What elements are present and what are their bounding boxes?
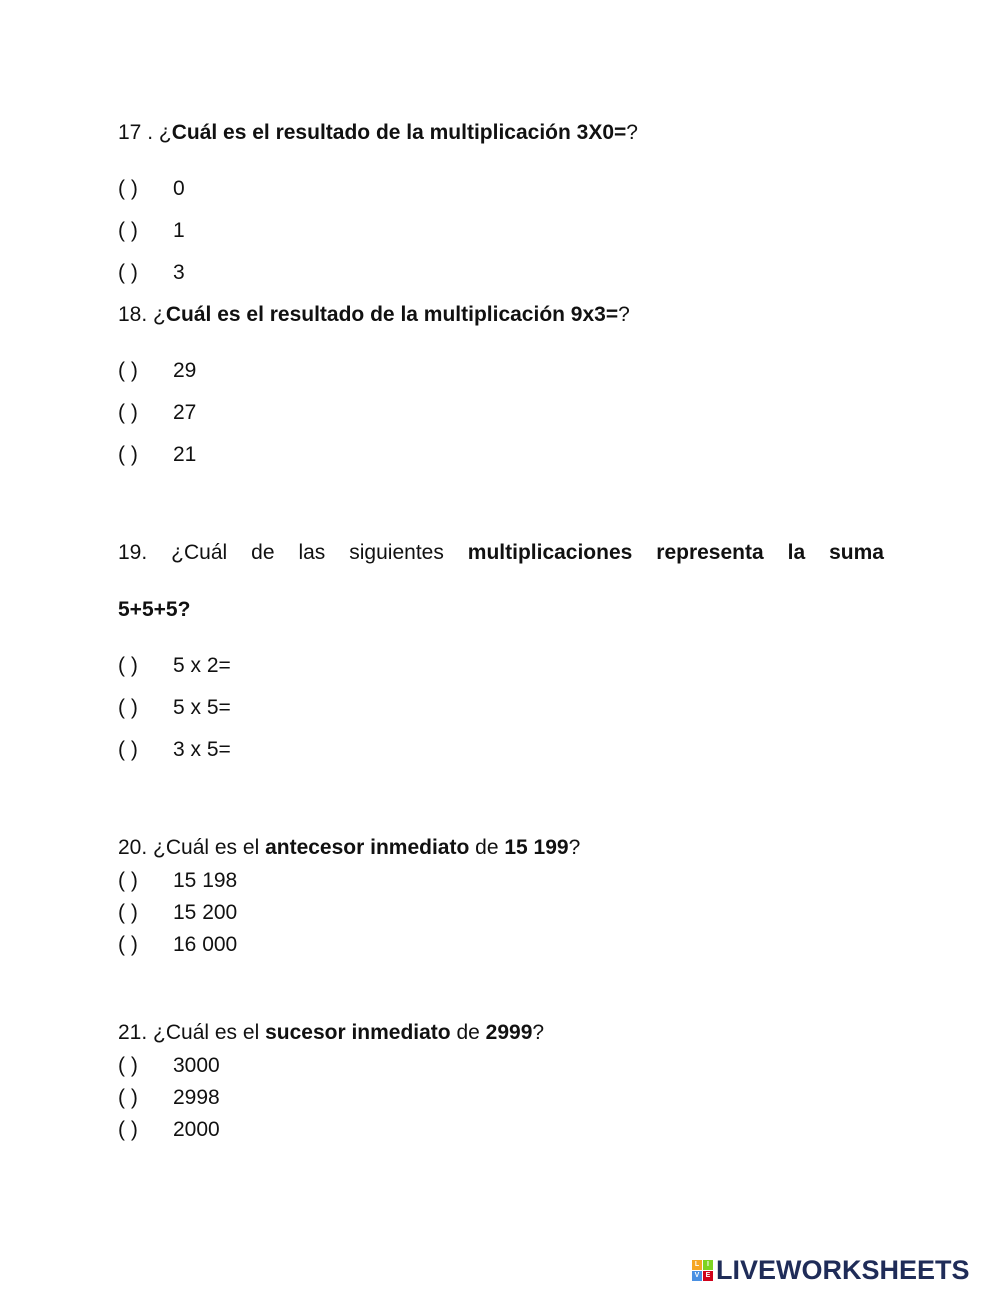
answer-parenthesis[interactable]: ( ) <box>118 177 138 200</box>
logo-cell: L <box>692 1260 702 1270</box>
answer-parenthesis[interactable]: ( ) <box>118 696 138 719</box>
option-label: 0 <box>173 177 185 200</box>
option-label: 3 x 5= <box>173 738 231 761</box>
question-19-option-a[interactable] <box>118 653 231 679</box>
option-label: 1 <box>173 219 185 242</box>
answer-parenthesis[interactable]: ( ) <box>118 901 138 924</box>
question-20-end: ? <box>568 836 581 859</box>
question-18-text: Cuál es el resultado de la multiplicación 9x3= <box>165 303 619 326</box>
question-19-option-b[interactable] <box>118 695 231 721</box>
question-21-pre: 21. ¿Cuál es el <box>118 1021 266 1044</box>
question-17-option-b[interactable] <box>118 218 185 244</box>
option-label: 5 x 2= <box>173 654 231 677</box>
question-20 <box>118 835 580 861</box>
question-17-option-a[interactable] <box>118 176 185 202</box>
answer-parenthesis[interactable]: ( ) <box>118 933 138 956</box>
option-label: 29 <box>173 359 197 382</box>
question-20-pre: 20. ¿Cuál es el <box>118 836 266 859</box>
option-label: 15 200 <box>173 901 238 924</box>
question-20-option-c[interactable] <box>118 932 237 958</box>
question-21-bold-2: 2999 <box>485 1021 533 1044</box>
question-19-word: siguientes <box>349 541 444 564</box>
question-19-word-bold: multiplicaciones <box>467 541 633 564</box>
option-label: 15 198 <box>173 869 238 892</box>
question-19-word: las <box>298 541 326 564</box>
liveworksheets-logo <box>692 1256 970 1284</box>
question-17-option-c[interactable] <box>118 260 185 286</box>
question-17-end: ? <box>626 121 638 144</box>
answer-parenthesis[interactable]: ( ) <box>118 401 138 424</box>
answer-parenthesis[interactable]: ( ) <box>118 261 138 284</box>
logo-cell: I <box>703 1260 713 1270</box>
option-label: 16 000 <box>173 933 238 956</box>
option-label: 5 x 5= <box>173 696 231 719</box>
question-18-option-c[interactable] <box>118 442 196 468</box>
answer-parenthesis[interactable]: ( ) <box>118 1086 138 1109</box>
question-21 <box>118 1020 544 1046</box>
question-20-bold-2: 15 199 <box>504 836 569 859</box>
question-19-word: ¿Cuál <box>171 541 228 564</box>
question-18-option-a[interactable] <box>118 358 196 384</box>
question-19-word: de <box>251 541 275 564</box>
question-18-number: 18. ¿ <box>118 303 166 326</box>
question-18 <box>118 302 630 328</box>
question-17-text: Cuál es el resultado de la multiplicación 3X0= <box>171 121 627 144</box>
logo-grid-icon <box>692 1260 713 1281</box>
question-18-end: ? <box>618 303 630 326</box>
question-19-word-bold: suma <box>829 541 884 564</box>
answer-parenthesis[interactable]: ( ) <box>118 219 138 242</box>
answer-parenthesis[interactable]: ( ) <box>118 1118 138 1141</box>
question-20-bold-1: antecesor inmediato <box>265 836 470 859</box>
logo-text: LIVEWORKSHEETS <box>716 1254 970 1285</box>
question-21-end: ? <box>532 1021 545 1044</box>
logo-cell: V <box>692 1271 702 1281</box>
question-17-number: 17 . ¿ <box>118 121 172 144</box>
option-label: 2000 <box>173 1118 220 1141</box>
answer-parenthesis[interactable]: ( ) <box>118 359 138 382</box>
option-label: 3 <box>173 261 185 284</box>
option-label: 27 <box>173 401 197 424</box>
option-label: 2998 <box>173 1086 220 1109</box>
option-label: 21 <box>173 443 197 466</box>
question-19-word-bold: la <box>787 541 806 564</box>
question-21-option-c[interactable] <box>118 1117 220 1143</box>
question-20-mid: de <box>469 836 505 859</box>
answer-parenthesis[interactable]: ( ) <box>118 869 138 892</box>
answer-parenthesis[interactable]: ( ) <box>118 738 138 761</box>
question-20-option-a[interactable] <box>118 868 237 894</box>
answer-parenthesis[interactable]: ( ) <box>118 1054 138 1077</box>
question-19-word: 19. <box>118 541 148 564</box>
answer-parenthesis[interactable]: ( ) <box>118 654 138 677</box>
question-21-bold-1: sucesor inmediato <box>265 1021 451 1044</box>
logo-cell: E <box>703 1271 713 1281</box>
question-19-word-bold: representa <box>656 541 764 564</box>
question-18-option-b[interactable] <box>118 400 196 426</box>
question-19-sum: 5+5+5? <box>118 598 191 621</box>
question-19-option-c[interactable] <box>118 737 231 763</box>
question-21-option-a[interactable] <box>118 1053 220 1079</box>
question-19-line-1 <box>118 540 884 566</box>
question-21-mid: de <box>450 1021 486 1044</box>
option-label: 3000 <box>173 1054 220 1077</box>
question-19-line-2 <box>118 597 190 623</box>
answer-parenthesis[interactable]: ( ) <box>118 443 138 466</box>
question-21-option-b[interactable] <box>118 1085 220 1111</box>
question-17 <box>118 120 638 146</box>
question-20-option-b[interactable] <box>118 900 237 926</box>
